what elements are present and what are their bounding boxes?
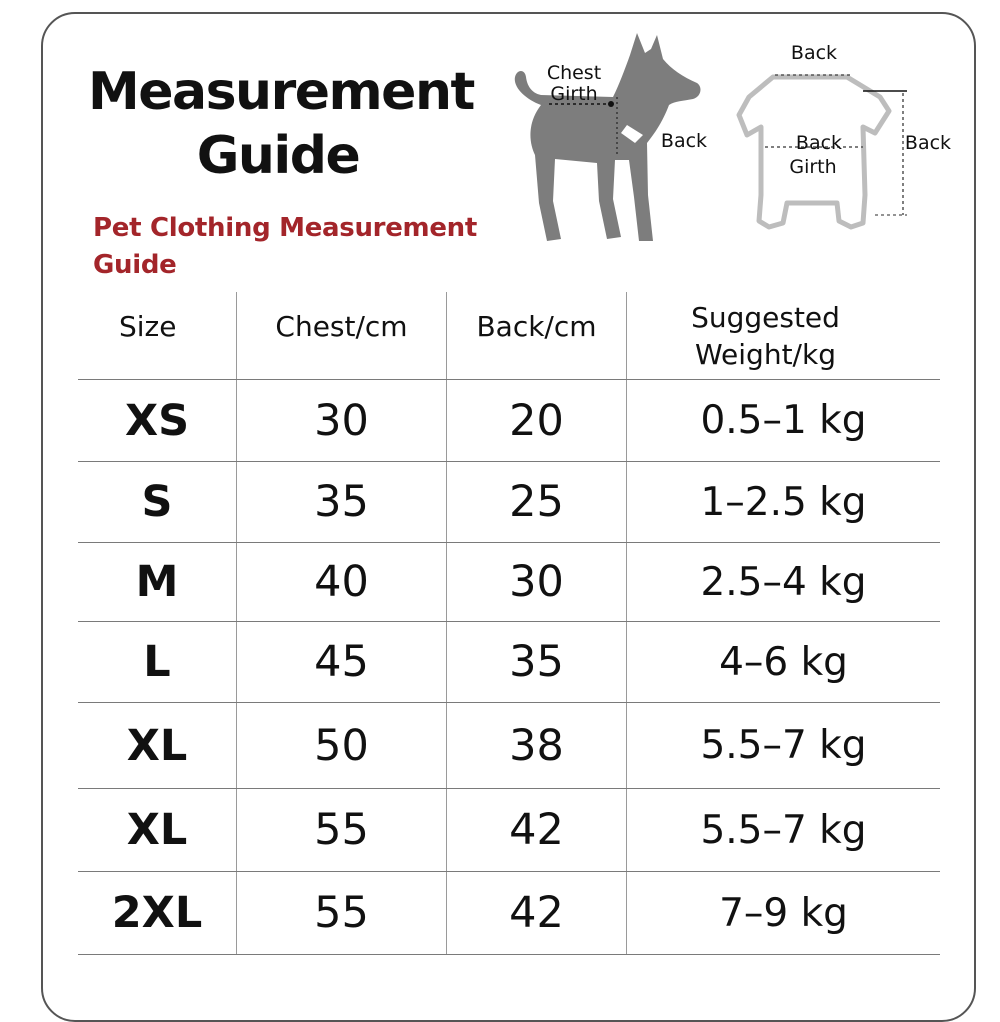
header-back: Back/cm	[446, 292, 626, 379]
dog-chest-label-2: Girth	[550, 83, 598, 105]
shirt-back-top-label: Back	[790, 42, 838, 64]
dog-chest-label-1: Chest	[546, 62, 602, 84]
chest-cell: 30	[236, 380, 446, 461]
dog-measurement-illustration	[495, 25, 725, 260]
back-cell: 42	[446, 872, 626, 954]
back-cell: 20	[446, 380, 626, 461]
table-row	[78, 543, 940, 622]
size-cell: M	[135, 557, 179, 607]
title-line-2: Guide	[196, 126, 360, 186]
page-title	[88, 60, 474, 188]
table-row	[78, 789, 940, 872]
shirt-back-side-label: Back	[904, 132, 952, 154]
shirt-back-girth-label-2: Girth	[789, 156, 837, 178]
weight-cell: 7–9 kg	[626, 872, 940, 954]
size-cell: 2XL	[111, 888, 203, 938]
header-weight: Suggested Weight/kg	[626, 292, 940, 379]
weight-cell: 0.5–1 kg	[626, 380, 940, 461]
size-table	[78, 292, 940, 955]
size-cell: L	[143, 637, 171, 687]
header-chest: Chest/cm	[236, 292, 446, 379]
table-row	[78, 872, 940, 955]
shirt-measurement-illustration	[725, 35, 970, 250]
back-cell: 38	[446, 703, 626, 788]
back-cell: 35	[446, 622, 626, 702]
page-subtitle: Pet Clothing Measurement Guide	[93, 213, 478, 280]
back-cell: 30	[446, 543, 626, 621]
size-cell: XL	[126, 805, 188, 855]
table-row	[78, 703, 940, 789]
back-cell: 25	[446, 462, 626, 542]
chest-cell: 55	[236, 789, 446, 871]
table-row	[78, 622, 940, 703]
weight-cell: 5.5–7 kg	[626, 789, 940, 871]
size-cell: XL	[126, 720, 188, 771]
title-line-1: Measurement	[88, 62, 474, 122]
header-size: Size	[119, 310, 177, 343]
weight-cell: 2.5–4 kg	[626, 543, 940, 621]
weight-cell: 1–2.5 kg	[626, 462, 940, 542]
chest-cell: 35	[236, 462, 446, 542]
size-cell: XS	[124, 395, 190, 446]
table-header-row	[78, 292, 940, 380]
chest-cell: 55	[236, 872, 446, 954]
weight-cell: 5.5–7 kg	[626, 703, 940, 788]
dog-ear-dot-icon	[608, 101, 614, 107]
size-cell: S	[141, 477, 173, 527]
table-row	[78, 380, 940, 462]
shirt-back-girth-label-1: Back	[795, 132, 843, 154]
chest-cell: 50	[236, 703, 446, 788]
weight-cell: 4–6 kg	[626, 622, 940, 702]
table-row	[78, 462, 940, 543]
back-cell: 42	[446, 789, 626, 871]
chest-cell: 45	[236, 622, 446, 702]
dog-back-label: Back	[660, 130, 708, 152]
chest-cell: 40	[236, 543, 446, 621]
